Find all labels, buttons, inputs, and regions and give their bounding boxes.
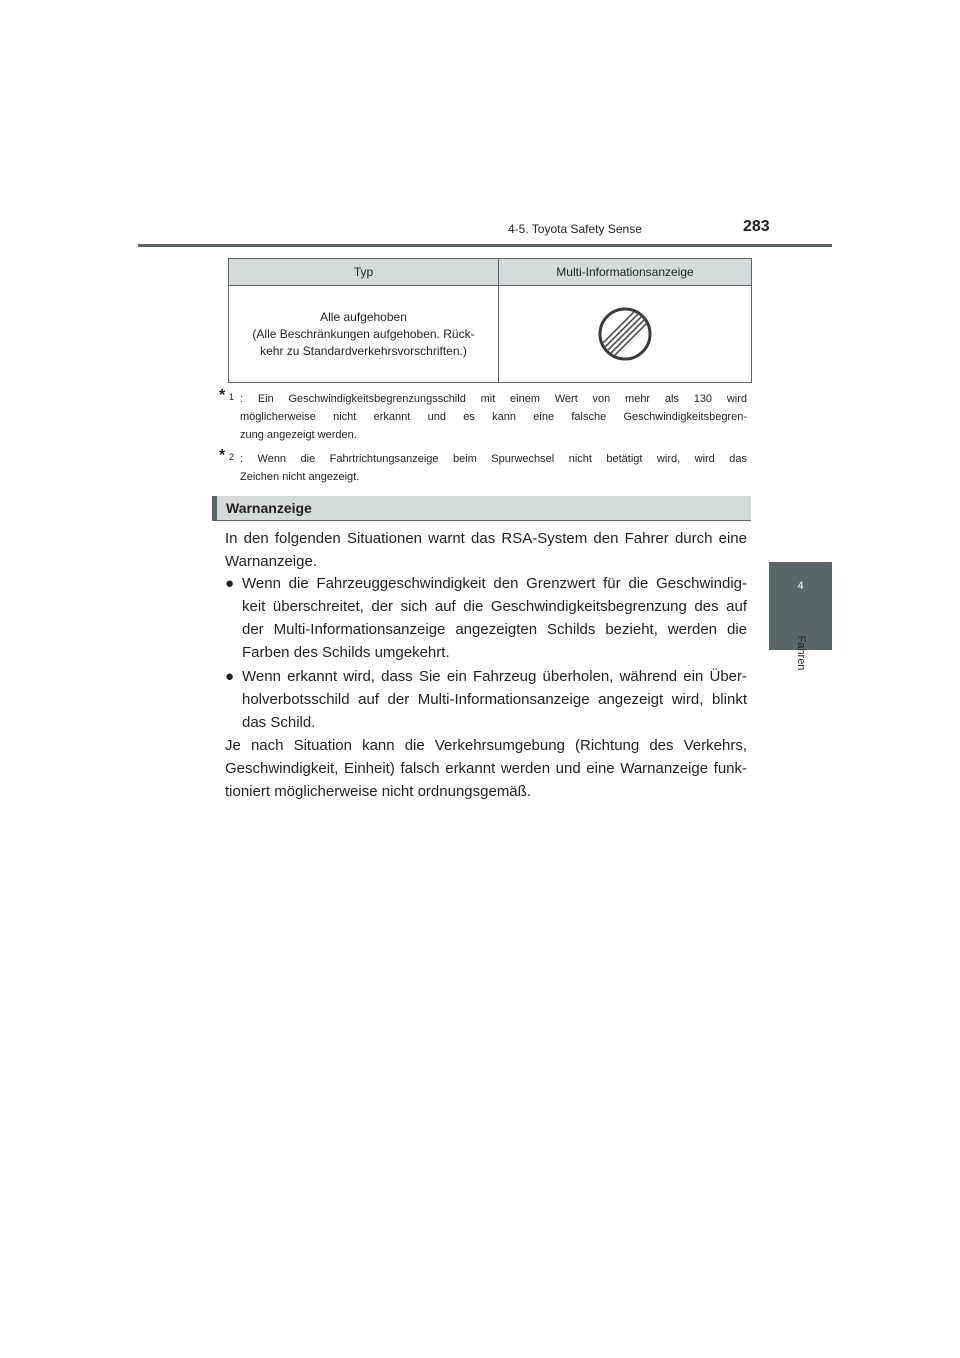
footnote-line: möglicherweise nicht erkannt und es kann eine falsche Geschwindigkeitsbegren- <box>240 411 747 423</box>
sign-type-table <box>228 258 752 383</box>
paragraph-line: Je nach Situation kann die Verkehrsumgebung (Richtung des Verkehrs, <box>225 737 747 754</box>
footnote-number: 2 <box>229 452 235 462</box>
table-header-row <box>229 259 752 286</box>
table-header-typ: Typ <box>229 259 499 286</box>
paragraph-line: tioniert möglicherweise nicht ordnungsgemäß. <box>225 783 531 800</box>
bullet-line: Wenn erkannt wird, dass Sie ein Fahrzeug überholen, während ein Über- <box>242 668 747 685</box>
footnote-line: zung angezeigt werden. <box>240 429 357 441</box>
table-cell-type <box>229 286 499 383</box>
footnote-number: 1 <box>229 392 235 402</box>
table-cell-icon <box>499 286 752 383</box>
bullet-icon: ● <box>225 668 235 685</box>
bullet-item-1 <box>225 572 747 664</box>
type-line: kehr zu Standardverkehrsvorschriften.) <box>260 343 467 358</box>
footnote-line: Zeichen nicht angezeigt. <box>240 471 360 483</box>
closing-paragraph <box>225 734 747 803</box>
bullet-icon: ● <box>225 575 235 592</box>
bullet-line: Farben des Schilds umgekehrt. <box>242 644 450 661</box>
bullet-line: keit überschreitet, der sich auf die Geschwindigkeitsbegrenzung des auf <box>242 598 747 615</box>
header-rule <box>138 244 832 247</box>
table-header-display: Multi-Informationsanzeige <box>499 259 752 286</box>
type-line: (Alle Beschränkungen aufgehoben. Rück- <box>252 326 475 341</box>
section-heading-title: Warnanzeige <box>226 500 312 516</box>
footnote-1 <box>219 387 747 444</box>
end-of-all-restrictions-sign-icon <box>597 306 653 362</box>
paragraph-line: In den folgenden Situationen warnt das RSA-System den Fahrer durch eine <box>225 530 747 547</box>
page-number: 283 <box>743 218 770 235</box>
paragraph-line: Warnanzeige. <box>225 553 317 570</box>
chapter-label: Fahren <box>795 635 807 671</box>
footnote-line: : Ein Geschwindigkeitsbegrenzungsschild mit einem Wert von mehr als 130 wird <box>240 393 747 405</box>
bullet-line: das Schild. <box>242 714 316 731</box>
footnote-2 <box>219 447 747 486</box>
footnote-asterisk: * <box>219 387 226 404</box>
section-heading-bar <box>212 496 217 520</box>
intro-paragraph <box>225 527 747 573</box>
footnote-line: : Wenn die Fahrtrichtungsanzeige beim Spurwechsel nicht betätigt wird, wird das <box>240 453 747 465</box>
type-line: Alle aufgehoben <box>320 309 407 324</box>
table-row <box>229 286 752 383</box>
footnote-asterisk: * <box>219 447 226 464</box>
paragraph-line: Geschwindigkeit, Einheit) falsch erkannt werden und eine Warnanzeige funk- <box>225 760 747 777</box>
chapter-label-wrapper <box>786 631 816 675</box>
section-title: 4-5. Toyota Safety Sense <box>508 222 642 236</box>
section-heading <box>212 496 751 521</box>
bullet-item-2 <box>225 665 747 734</box>
bullet-line: der Multi-Informationsanzeige angezeigten Schilds bezieht, werden die <box>242 621 747 638</box>
bullet-line: Wenn die Fahrzeuggeschwindigkeit den Grenzwert für die Geschwindig- <box>242 575 747 592</box>
bullet-line: holverbotsschild auf der Multi-Informationsanzeige angezeigt wird, blinkt <box>242 691 747 708</box>
chapter-number: 4 <box>797 580 804 592</box>
